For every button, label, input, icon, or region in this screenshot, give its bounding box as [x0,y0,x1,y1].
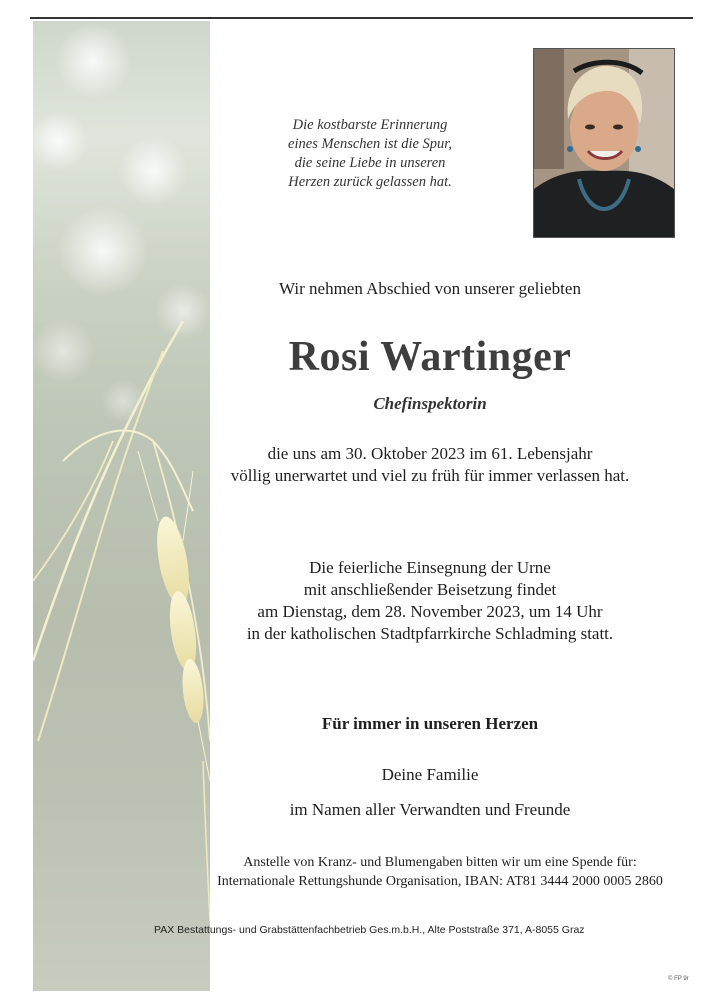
portrait-photo [533,48,675,238]
funeral-home-footer: PAX Bestattungs- und Grabstättenfachbetrieb Ges.m.b.H., Alte Poststraße 371, A-8055 Graz [154,924,585,936]
funeral-line: Die feierliche Einsegnung der Urne [309,558,551,577]
deceased-name: Rosi Wartinger [288,334,572,380]
death-notice-line: die uns am 30. Oktober 2023 im 61. Lebensjahr [267,444,593,463]
relatives-signature: im Namen aller Verwandten und Freunde [289,800,571,819]
donation-request [160,853,707,891]
death-notice [150,443,707,487]
motto-text: Für immer in unseren Herzen [321,714,539,733]
deceased-profession: Chefinspektorin [373,394,487,413]
memorial-quote [250,116,490,192]
quote-line: Herzen zurück gelassen hat. [288,174,452,190]
death-notice-line: völlig unerwartet und viel zu früh für immer verlassen hat. [230,466,630,485]
quote-line: Die kostbarste Erinnerung [292,117,448,133]
wheat-photo-strip [33,21,210,991]
donation-line: Anstelle von Kranz- und Blumengaben bitten wir um eine Spende für: [243,855,637,870]
copyright-mark: © FP 9r [668,976,689,982]
quote-line: die seine Liebe in unseren [294,155,446,171]
top-rule [30,17,693,19]
donation-line: Internationale Rettungshunde Organisation, IBAN: AT81 3444 2000 0005 2860 [217,874,663,889]
funeral-line: mit anschließender Beisetzung findet [303,580,557,599]
funeral-details [150,557,707,645]
wheat-image [33,21,210,991]
intro-text: Wir nehmen Abschied von unserer geliebten [279,279,581,298]
quote-line: eines Menschen ist die Spur, [288,136,452,152]
funeral-line: am Dienstag, dem 28. November 2023, um 14 Uhr [257,602,603,621]
family-signature: Deine Familie [381,765,479,784]
funeral-line: in der katholischen Stadtpfarrkirche Schladming statt. [246,624,614,643]
